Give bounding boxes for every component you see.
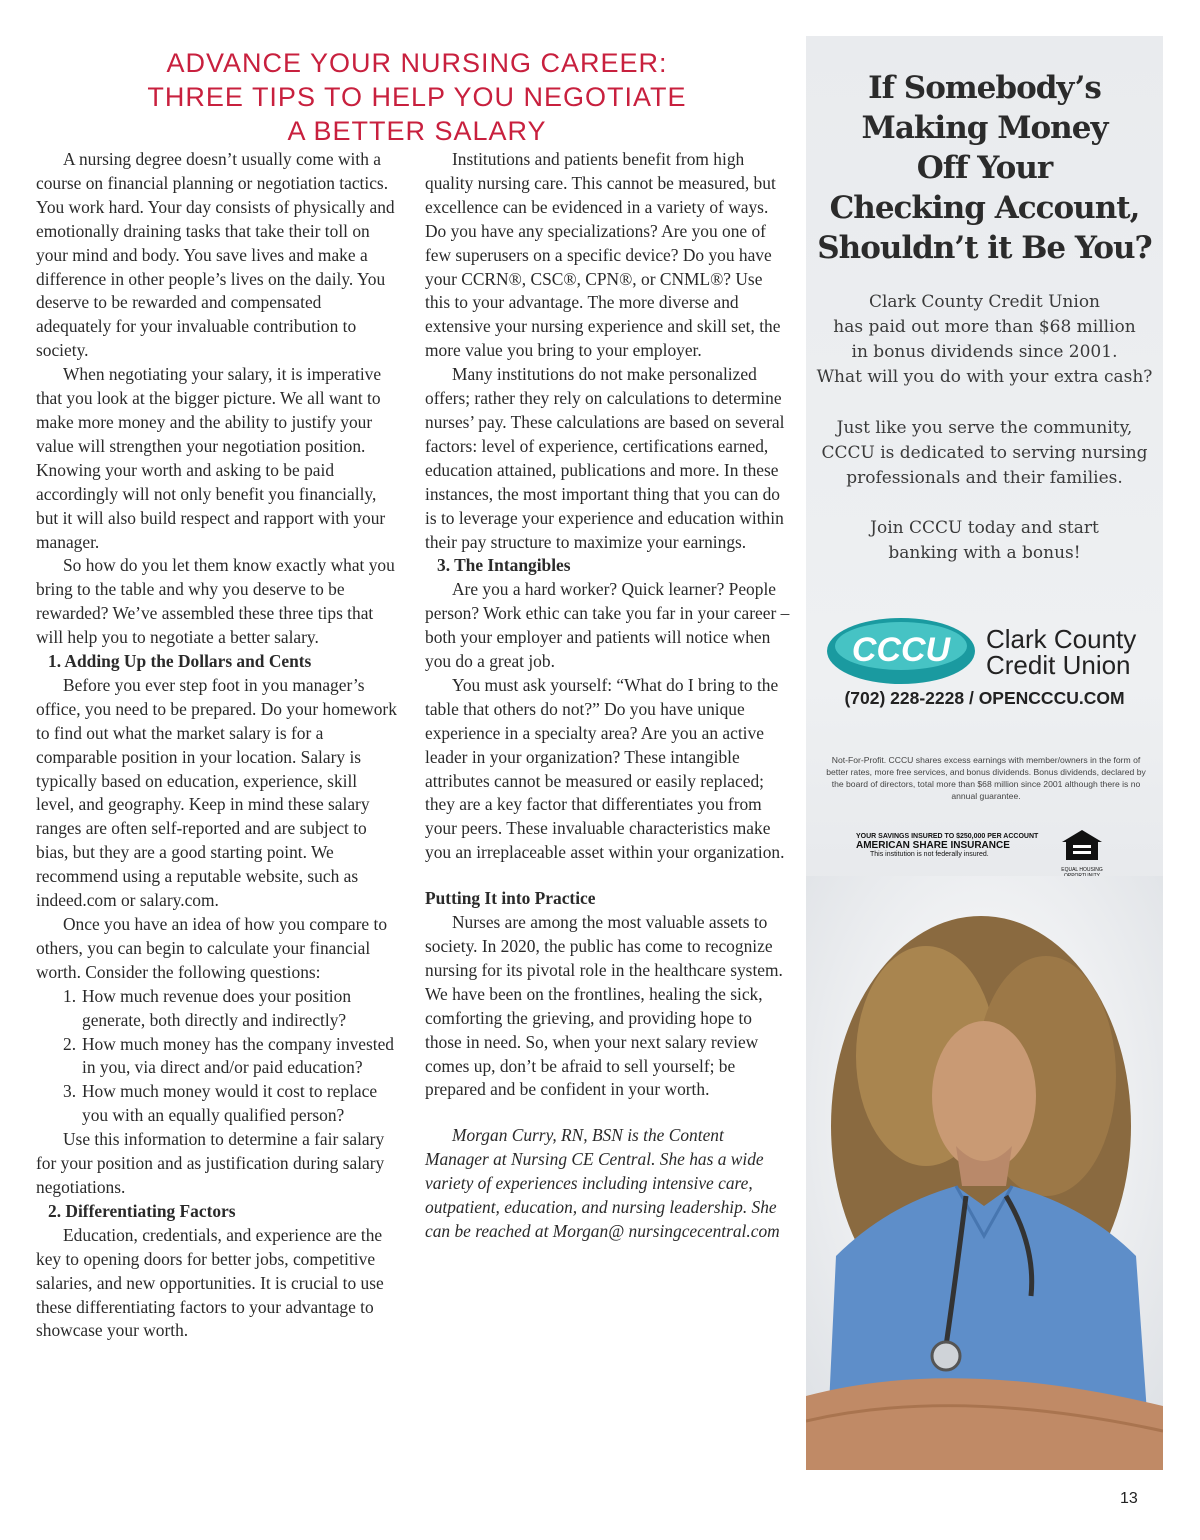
question-item xyxy=(36,1033,398,1081)
paragraph: Nurses are among the most valuable assets to society. In 2020, the public has come to recognize nursing for its pivotal role in the healthcare system. We have been on the frontlines, healing the sick, comforting the grieving, and providing hope to those in need. So, when your next salary review comes up, don’t be afraid to sell yourself; be prepared and be confident in your worth. xyxy=(425,912,783,1100)
ad-headline-line: If Somebody’s xyxy=(868,70,1101,106)
paragraph: Before you ever step foot in you manager’s office, you need to be prepared. Do your homework to find out what the market salary is for a comparable position in your location. Salary is typically based on education, experience, skill level, and geography. Keep in mind these salary ranges are often self-reported and are subject to bias, but they are a good starting point. We recommend using a reputable website, such as indeed.com or salary.com. xyxy=(36,674,397,911)
ad-body-line: professionals and their families. xyxy=(846,468,1123,488)
paragraph: You must ask yourself: “What do I bring to the table that others do not?” Do you have unique experience in a specialty area? Are you an active leader in your organization? These intangible attributes cannot be measured or easily replaced; they are a key factor that differentiates you from your peers. These invaluable characteristics make you an irreplaceable asset within your organization. xyxy=(425,674,785,863)
paragraph: Are you a hard worker? Quick learner? People person? Work ethic can take you far in your career – both your employer and patients will notice when you do a great job. xyxy=(425,579,790,672)
section-heading: 2. Differentiating Factors xyxy=(48,1200,236,1221)
title-line-2: THREE TIPS TO HELP YOU NEGOTIATE xyxy=(147,82,687,112)
page-number: 13 xyxy=(1120,1490,1138,1507)
nurse-photo xyxy=(806,876,1163,1470)
ad-body-line: banking with a bonus! xyxy=(888,543,1081,563)
question-text: How much money has the company invested in you, via direct and/or paid education? xyxy=(82,1033,394,1078)
logo-name-line-2: Credit Union xyxy=(986,650,1131,680)
title-line-1: ADVANCE YOUR NURSING CAREER: xyxy=(166,48,668,78)
insurance-line-3: This institution is not federally insured. xyxy=(870,851,989,858)
ad-headline-line: Checking Account, xyxy=(829,190,1140,226)
logo-name-line-1: Clark County xyxy=(986,624,1137,654)
question-item xyxy=(36,1080,398,1128)
ad-body-line: in bonus dividends since 2001. xyxy=(851,342,1118,362)
paragraph: Institutions and patients benefit from high quality nursing care. This cannot be measured, but excellence can be evidenced in a variety of ways. Do you have any specializations? Are you one of few superusers on a specific device? Do you have your CCRN®, CSC®, CPN®, or CNML®? Use this to your advantage. The more diverse and extensive your nursing experience and skill set, the more value you bring to your employer. xyxy=(425,149,781,361)
equal-housing-label: EQUAL HOUSING xyxy=(1061,867,1103,873)
insurance-notice xyxy=(856,832,1056,859)
insurance-line-2: AMERICAN SHARE INSURANCE xyxy=(856,840,1010,851)
ad-body-line: Join CCCU today and start xyxy=(870,518,1099,538)
logo-mark-text: CCCU xyxy=(851,631,951,669)
paragraph: Many institutions do not make personalized offers; rather they rely on calculations to determine nurses’ pay. These calculations are based on several factors: level of experience, certifications earned, education attained, publications and more. In these instances, the most important thing that you can do is to leverage your experience and education within their pay structure to maximize your earnings. xyxy=(425,364,785,552)
ad-headline-line: Shouldn’t it Be You? xyxy=(817,230,1152,266)
article-column-1 xyxy=(36,148,398,1343)
insurance-line-1: YOUR SAVINGS INSURED TO $250,000 PER ACCOUNT xyxy=(856,833,1039,840)
paragraph: So how do you let them know exactly what you bring to the table and why you deserve to be rewarded? We’ve assembled these three tips that will help you to negotiate a better salary. xyxy=(36,555,395,648)
title-line-3: A BETTER SALARY xyxy=(287,116,547,146)
section-heading: 3. The Intangibles xyxy=(437,555,571,576)
ad-headline-line: Off Your xyxy=(916,150,1053,186)
article-column-2 xyxy=(425,148,790,1244)
ad-contact[interactable]: (702) 228-2228 / OPENCCCU.COM xyxy=(844,688,1125,708)
ad-body-dividends xyxy=(806,290,1163,390)
question-item xyxy=(36,985,398,1033)
section-heading: Putting It into Practice xyxy=(425,888,596,909)
paragraph: Education, credentials, and experience are the key to opening doors for better jobs, competitive salaries, and new opportunities. It is crucial to use these differentiating factors to your advantage to showcase your worth. xyxy=(36,1224,384,1341)
paragraph: When negotiating your salary, it is imperative that you look at the bigger picture. We all want to make more money and the ability to justify your value will strengthen your negotiation position. Knowing your worth and asking to be paid accordingly will not only benefit you financially, but it will also build respect and rapport with your manager. xyxy=(36,364,386,552)
cccu-logo xyxy=(826,616,1146,686)
credit-union-advertisement[interactable] xyxy=(806,36,1163,1470)
ad-body-line: Just like you serve the community, xyxy=(836,418,1133,438)
author-bio: Morgan Curry, RN, BSN is the Content Manager at Nursing CE Central. She has a wide variety of experiences including intensive care, outpatient, education, and nursing leadership. She can be reached at Morgan@ nursingcecentral.com xyxy=(425,1125,780,1241)
paragraph: Once you have an idea of how you compare to others, you can begin to calculate your financial worth. Consider the following questions: xyxy=(36,914,388,982)
ad-headline-line: Making Money xyxy=(861,110,1108,146)
ad-headline xyxy=(806,68,1163,268)
ad-body-line: Clark County Credit Union xyxy=(868,292,1101,312)
question-text: How much money would it cost to replace you with an equally qualified person? xyxy=(82,1081,378,1126)
question-number: 2. xyxy=(63,1033,77,1054)
question-number: 1. xyxy=(63,985,77,1006)
paragraph: Use this information to determine a fair salary for your position and as justification during salary negotiations. xyxy=(36,1129,385,1197)
ad-body-join xyxy=(806,516,1163,566)
ad-body-line: has paid out more than $68 million xyxy=(833,317,1136,337)
section-heading: 1. Adding Up the Dollars and Cents xyxy=(48,651,312,672)
ad-body-line: CCCU is dedicated to serving nursing xyxy=(821,443,1148,463)
question-text: How much revenue does your position generate, both directly and indirectly? xyxy=(82,985,352,1030)
question-number: 3. xyxy=(63,1081,77,1102)
ad-body-line: What will you do with your extra cash? xyxy=(816,367,1153,387)
ad-fine-print: Not-For-Profit. CCCU shares excess earnings with member/owners in the form of better rates, more free services, and bonus dividends. Bonus dividends, declared by the board of directors, total more than $68 million since 2001 although there is no annual guarantee. xyxy=(826,755,1146,801)
paragraph: A nursing degree doesn’t usually come with a course on financial planning or negotiation tactics. You work hard. Your day consists of physically and emotionally draining tasks that take their toll on your mind and body. You save lives and make a difference in other people’s lives on the daily. You deserve to be rewarded and compensated adequately for your invaluable contribution to society. xyxy=(36,149,395,361)
equal-housing-icon xyxy=(1058,828,1106,878)
article-title xyxy=(36,46,798,148)
ad-body-community xyxy=(806,416,1163,491)
